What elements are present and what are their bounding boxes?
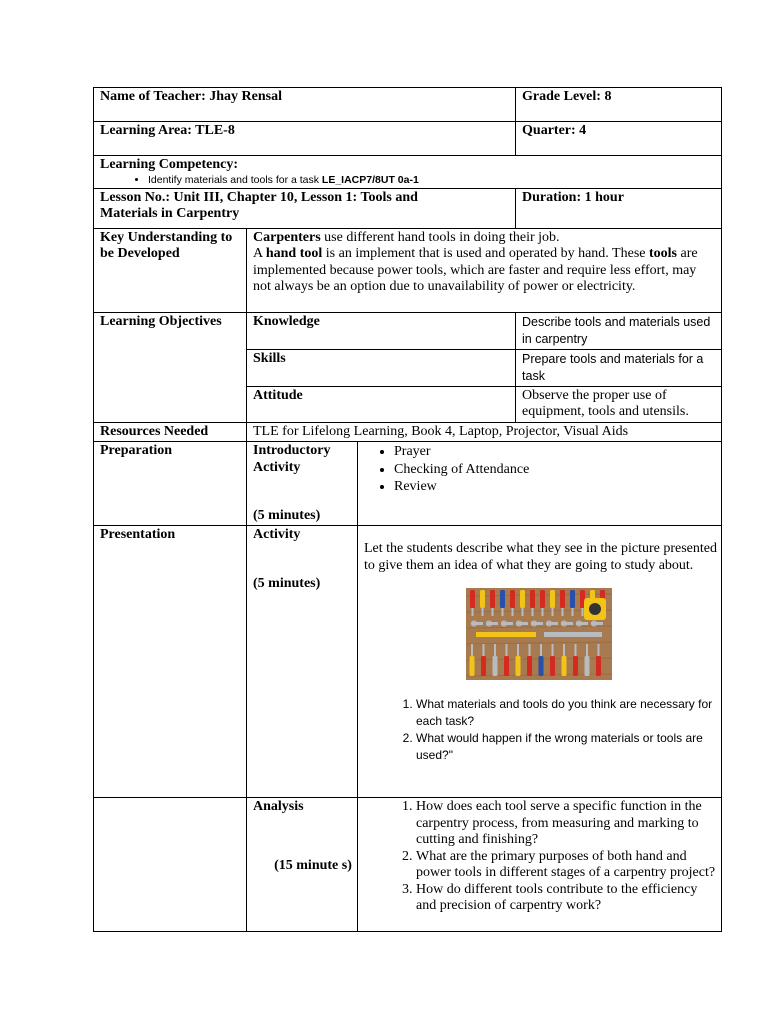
word-tools: tools bbox=[648, 246, 677, 261]
tool-handle bbox=[550, 590, 555, 608]
competency-code: LE_IACP7/8UT 0a-1 bbox=[321, 173, 419, 186]
tool-shaft bbox=[471, 644, 473, 656]
tool-handle bbox=[481, 656, 486, 676]
list-item: 2. What would happen if the wrong materials or tools are used?" bbox=[416, 730, 717, 764]
list-item: 2. What are the primary purposes of both hand and power tools in different stages of a carpentry project? bbox=[416, 849, 717, 882]
row-preparation bbox=[94, 442, 722, 526]
tool-shaft bbox=[575, 644, 577, 656]
quarter-label: Quarter: bbox=[522, 123, 576, 138]
ku-text-4: are implemented because power tools, which are faster and require less effort, may not always be an option due to unavailability of power or electricity. bbox=[253, 246, 698, 294]
tool-handle bbox=[560, 590, 565, 608]
analysis-time: (15 minute s) bbox=[274, 857, 352, 873]
duration-value: 1 hour bbox=[584, 189, 624, 205]
area-value: TLE-8 bbox=[195, 123, 235, 138]
wrench bbox=[472, 622, 483, 625]
duration-cell bbox=[516, 188, 722, 228]
tool-shaft bbox=[494, 644, 496, 656]
word-hand-tool: hand tool bbox=[265, 246, 323, 261]
tool-handle bbox=[470, 590, 475, 608]
tool-blade bbox=[582, 608, 584, 616]
tool-handle bbox=[504, 656, 509, 676]
activity-cell bbox=[247, 526, 358, 798]
tool-blade bbox=[532, 608, 534, 616]
wrench bbox=[532, 622, 543, 625]
teacher-name: Jhay Rensal bbox=[209, 89, 282, 104]
tool-blade bbox=[512, 608, 514, 616]
tool-handle bbox=[573, 656, 578, 676]
tool-blade bbox=[482, 608, 484, 616]
presentation-content-cell bbox=[358, 526, 722, 798]
tool-shaft bbox=[586, 644, 588, 656]
tools-image bbox=[466, 588, 612, 680]
tape-ruler bbox=[476, 632, 536, 637]
tool-blade bbox=[572, 608, 574, 616]
competency-item bbox=[148, 174, 717, 187]
wrench bbox=[502, 622, 513, 625]
list-item: • Prayer bbox=[394, 443, 717, 461]
tool-handle bbox=[570, 590, 575, 608]
tool-blade bbox=[522, 608, 524, 616]
competency-text: Identify materials and tools for a task bbox=[148, 173, 319, 186]
analysis-label: Analysis bbox=[253, 799, 304, 814]
tool-handle bbox=[539, 656, 544, 676]
row-resources bbox=[94, 422, 722, 442]
knowledge-text: Describe tools and materials used in carpentry bbox=[516, 312, 722, 349]
tool-shaft bbox=[598, 644, 600, 656]
tool-shaft bbox=[529, 644, 531, 656]
wrench bbox=[592, 622, 603, 625]
skills-label: Skills bbox=[247, 349, 516, 386]
teacher-cell bbox=[94, 88, 516, 122]
grade-label: Grade Level: bbox=[522, 89, 601, 104]
tool-shaft bbox=[540, 644, 542, 656]
analysis-empty-cell bbox=[94, 798, 247, 932]
tool-blade bbox=[562, 608, 564, 616]
row-key-understanding bbox=[94, 228, 722, 312]
tool-blade bbox=[492, 608, 494, 616]
area-cell bbox=[94, 122, 516, 156]
presentation-intro: Let the students describe what they see in the picture presented to give them an idea of what they are going to study about. bbox=[364, 541, 717, 573]
list-item: • Review bbox=[394, 478, 717, 496]
lesson-cell bbox=[94, 188, 516, 228]
analysis-questions bbox=[364, 799, 717, 915]
competency-cell bbox=[94, 156, 722, 189]
tool-handle bbox=[596, 656, 601, 676]
presentation-questions bbox=[364, 696, 717, 764]
lesson-line-1: Lesson No.: Unit III, Chapter 10, Lesson 1: Tools and bbox=[100, 189, 418, 205]
tool-blade bbox=[472, 608, 474, 616]
list-item: • Checking of Attendance bbox=[394, 461, 717, 479]
grade-value: 8 bbox=[604, 89, 612, 104]
row-objective-knowledge bbox=[94, 312, 722, 349]
tool-handle bbox=[516, 656, 521, 676]
activity-time: (5 minutes) bbox=[253, 575, 321, 591]
row-competency bbox=[94, 156, 722, 189]
tool-shaft bbox=[506, 644, 508, 656]
tool-handle bbox=[530, 590, 535, 608]
analysis-questions-cell bbox=[358, 798, 722, 932]
list-item: 1. What materials and tools do you think are necessary for each task? bbox=[416, 696, 717, 730]
skills-text: Prepare tools and materials for a task bbox=[516, 349, 722, 386]
tape-measure-center bbox=[589, 603, 601, 615]
row-teacher bbox=[94, 88, 722, 122]
wrench bbox=[517, 622, 528, 625]
tool-handle bbox=[562, 656, 567, 676]
competency-label: Learning Competency: bbox=[100, 157, 239, 172]
tool-handle bbox=[527, 656, 532, 676]
steel-ruler bbox=[544, 632, 602, 637]
tool-handle bbox=[490, 590, 495, 608]
list-item: 3. How do different tools contribute to the efficiency and precision of carpentry work? bbox=[416, 882, 717, 915]
activity-label: Activity bbox=[253, 527, 301, 542]
tool-shaft bbox=[517, 644, 519, 656]
tool-handle bbox=[540, 590, 545, 608]
preparation-label: Preparation bbox=[94, 442, 247, 526]
introductory-activity-label: Introductory Activity bbox=[253, 443, 331, 475]
wrench bbox=[577, 622, 588, 625]
word-carpenters: Carpenters bbox=[253, 229, 321, 245]
lesson-plan-table bbox=[93, 87, 722, 932]
tool-blade bbox=[502, 608, 504, 616]
lesson-line-2: Materials in Carpentry bbox=[100, 206, 240, 221]
preparation-list-cell bbox=[358, 442, 722, 526]
quarter-value: 4 bbox=[579, 123, 587, 138]
tool-shaft bbox=[552, 644, 554, 656]
tool-handle bbox=[493, 656, 498, 676]
key-understanding-label: Key Understanding to be Developed bbox=[94, 228, 247, 312]
introductory-activity-cell bbox=[247, 442, 358, 526]
row-presentation bbox=[94, 526, 722, 798]
resources-label: Resources Needed bbox=[94, 422, 247, 442]
wrench bbox=[547, 622, 558, 625]
tool-handle bbox=[520, 590, 525, 608]
preparation-list bbox=[364, 443, 717, 496]
area-label: Learning Area: bbox=[100, 123, 192, 138]
tool-blade bbox=[552, 608, 554, 616]
competency-list bbox=[100, 174, 717, 187]
tool-handle bbox=[550, 656, 555, 676]
analysis-cell bbox=[247, 798, 358, 932]
lesson-plan-document bbox=[93, 87, 721, 932]
tool-handle bbox=[470, 656, 475, 676]
tool-blade bbox=[542, 608, 544, 616]
tool-handle bbox=[480, 590, 485, 608]
resources-text: TLE for Lifelong Learning, Book 4, Laptop, Projector, Visual Aids bbox=[247, 422, 722, 442]
wrench bbox=[562, 622, 573, 625]
duration-label: Duration: bbox=[522, 189, 582, 205]
grade-cell bbox=[516, 88, 722, 122]
attitude-text: Observe the proper use of equipment, tools and utensils. bbox=[516, 386, 722, 422]
key-understanding-text bbox=[247, 228, 722, 312]
quarter-cell bbox=[516, 122, 722, 156]
tool-shaft bbox=[563, 644, 565, 656]
tool-shaft bbox=[483, 644, 485, 656]
row-lesson bbox=[94, 188, 722, 228]
tools-picture bbox=[466, 588, 612, 680]
tool-handle bbox=[500, 590, 505, 608]
tool-handle bbox=[510, 590, 515, 608]
wrench bbox=[487, 622, 498, 625]
knowledge-label: Knowledge bbox=[247, 312, 516, 349]
teacher-label: Name of Teacher: bbox=[100, 89, 206, 104]
row-area bbox=[94, 122, 722, 156]
learning-objectives-label: Learning Objectives bbox=[94, 312, 247, 422]
list-item: 1. How does each tool serve a specific function in the carpentry process, from measuring and marking to cutting and finishing? bbox=[416, 799, 717, 849]
row-analysis bbox=[94, 798, 722, 932]
preparation-time: (5 minutes) bbox=[253, 507, 321, 523]
presentation-label: Presentation bbox=[94, 526, 247, 798]
ku-text-3: is an implement that is used and operated by hand. These bbox=[322, 246, 649, 261]
ku-text-1: use different hand tools in doing their job. bbox=[320, 229, 560, 245]
tool-handle bbox=[585, 656, 590, 676]
ku-text-2: A bbox=[253, 246, 266, 261]
attitude-label: Attitude bbox=[247, 386, 516, 422]
